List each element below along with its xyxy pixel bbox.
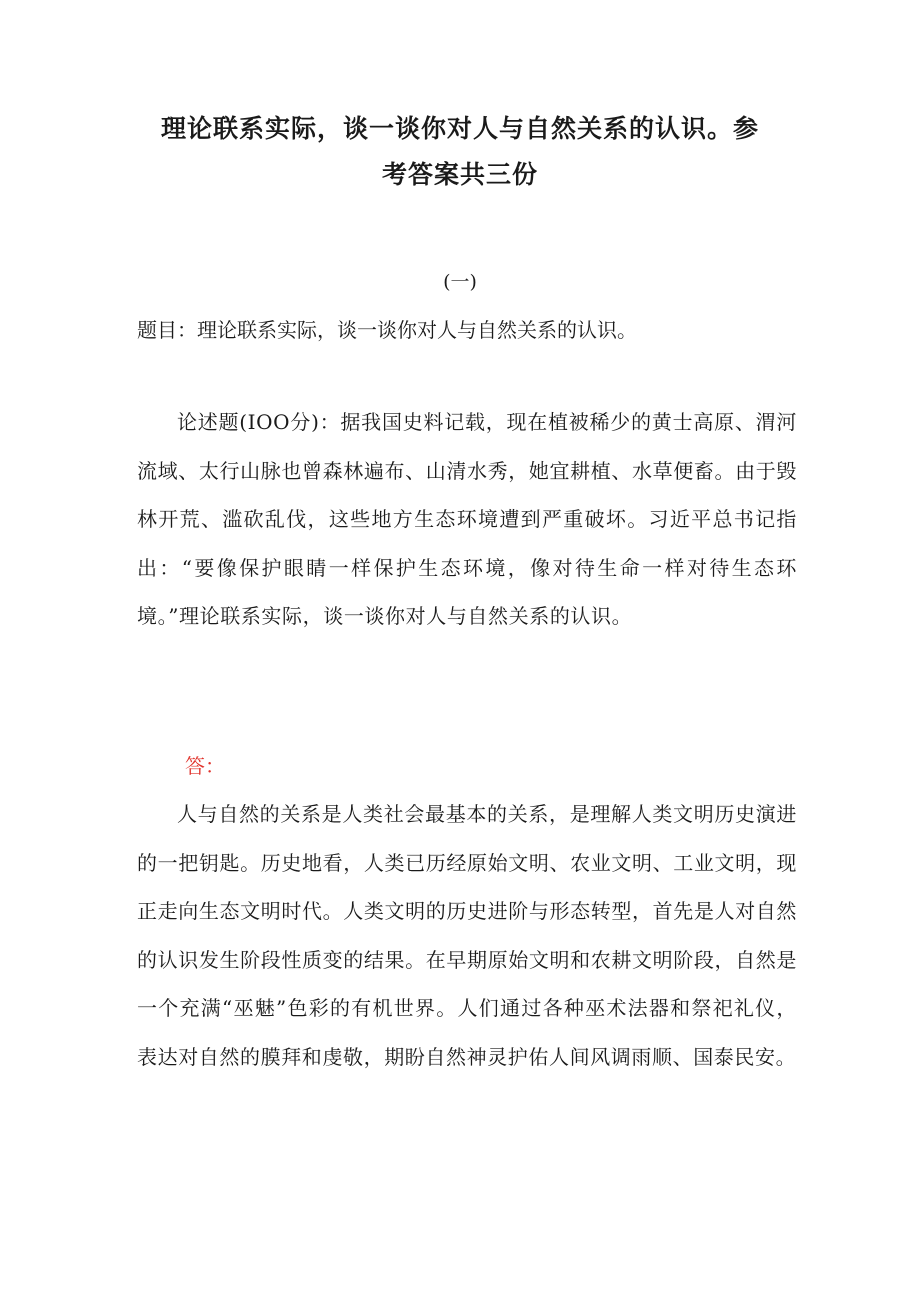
title-line-1: 理论联系实际，谈一谈你对人与自然关系的认识。参 <box>160 114 759 143</box>
title-line-2: 考答案共三份 <box>381 160 538 189</box>
question-paragraph: 论述题(IOO分)：据我国史料记载，现在植被稀少的黄士高原、渭河流域、太行山脉也曾森林遍布、山清水秀，她宜耕植、水草便畜。由于毁林开荒、滥砍乱伐，这些地方生态环境遭到严重破坏。习近平总书记指出：“要像保护眼睛一样保护生态环境，像对待生命一样对待生态环境。”理论联系实际，谈一谈你对人与自然关系的认识。 <box>137 410 797 628</box>
question-heading: 题目：理论联系实际，谈一谈你对人与自然关系的认识。 <box>137 318 637 342</box>
document-title <box>100 106 820 198</box>
answer-label: 答： <box>185 754 225 778</box>
answer-paragraph: 人与自然的关系是人类社会最基本的关系，是理解人类文明历史演进的一把钥匙。历史地看，人类已历经原始文明、农业文明、工业文明，现正走向生态文明时代。人类文明的历史进阶与形态转型，首先是人对自然的认识发生阶段性质变的结果。在早期原始文明和农耕文明阶段，自然是一个充满“巫魅”色彩的有机世界。人们通过各种巫术法器和祭祀礼仪，表达对自然的膜拜和虔敬，期盼自然神灵护佑人间风调雨顺、国泰民安。 <box>137 802 797 1069</box>
section-marker: (一) <box>443 271 477 293</box>
